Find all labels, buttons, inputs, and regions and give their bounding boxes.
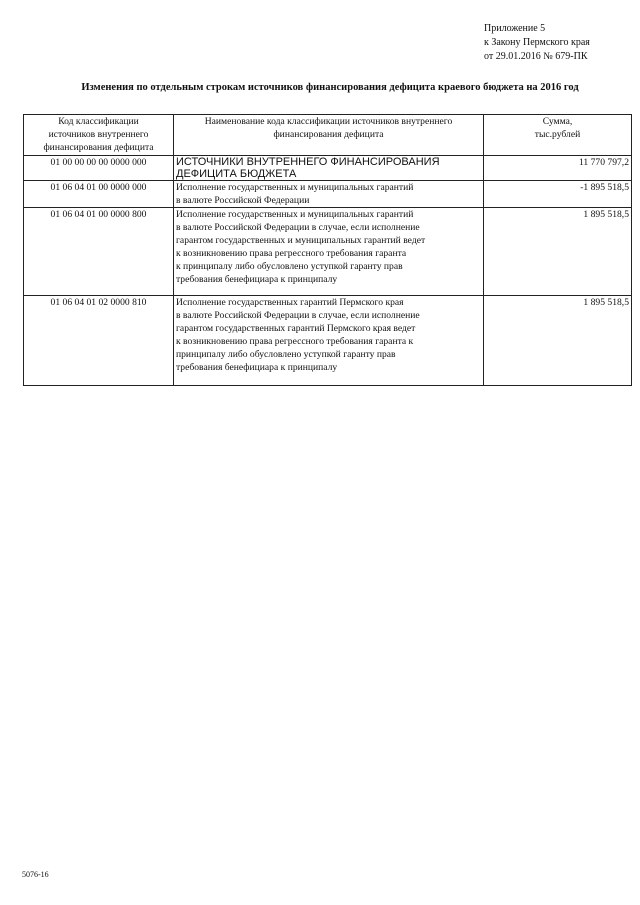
row-name <box>174 181 484 208</box>
table-row <box>24 181 632 208</box>
header-amount <box>484 115 632 156</box>
header-amount-line: тыс.рублей <box>534 129 581 140</box>
row-name-line: Исполнение государственных и муниципальных гарантий <box>176 182 414 193</box>
header-amount-line: Сумма, <box>542 116 573 127</box>
row-code: 01 00 00 00 00 0000 000 <box>24 156 174 181</box>
appendix-date: от 29.01.2016 № 679-ПК <box>484 51 588 62</box>
row-name-line: Исполнение государственных гарантий Пермского края <box>176 297 404 308</box>
row-name-line: в валюте Российской Федерации в случае, если исполнение <box>176 310 420 321</box>
appendix-number: Приложение 5 <box>484 23 546 34</box>
header-name-line: финансирования дефицита <box>273 129 384 140</box>
table-header-row <box>24 115 632 156</box>
appendix-law: к Закону Пермского края <box>484 37 590 48</box>
row-code: 01 06 04 01 00 0000 000 <box>24 181 174 208</box>
header-code-line: Код классификации <box>58 116 139 127</box>
header-name-line: Наименование кода классификации источников внутреннего <box>204 116 453 127</box>
row-name-line: к возникновению права регрессного требования гаранта к <box>176 336 414 347</box>
header-code <box>24 115 174 156</box>
table-row <box>24 296 632 386</box>
row-name-line: к возникновению права регрессного требования гаранта <box>176 248 407 259</box>
row-name-line: ДЕФИЦИТА БЮДЖЕТА <box>176 168 297 180</box>
row-amount: 1 895 518,5 <box>484 208 632 296</box>
row-code: 01 06 04 01 02 0000 810 <box>24 296 174 386</box>
row-amount: 11 770 797,2 <box>484 156 632 181</box>
row-name-line: принципалу либо обусловлено уступкой гаранту прав <box>176 349 396 360</box>
row-name-line: ИСТОЧНИКИ ВНУТРЕННЕГО ФИНАНСИРОВАНИЯ <box>176 156 440 168</box>
table-row <box>24 156 632 181</box>
row-name-line: к принципалу либо обусловлено уступкой гаранту прав <box>176 261 403 272</box>
row-name-line: требования бенефициара к принципалу <box>176 274 338 285</box>
row-name-line: Исполнение государственных и муниципальных гарантий <box>176 209 414 220</box>
appendix-reference <box>484 22 634 64</box>
header-name <box>174 115 484 156</box>
row-name <box>174 156 484 181</box>
document-registration-number: 5076-16 <box>22 870 49 879</box>
row-name-line: в валюте Российской Федерации <box>176 195 310 206</box>
document-title: Изменения по отдельным строкам источников финансирования дефицита краевого бюджета на 2016 год <box>81 82 579 93</box>
financing-sources-table <box>23 114 632 386</box>
row-code: 01 06 04 01 00 0000 800 <box>24 208 174 296</box>
row-amount: 1 895 518,5 <box>484 296 632 386</box>
row-name-line: в валюте Российской Федерации в случае, если исполнение <box>176 222 420 233</box>
row-name-line: гарантом государственных и муниципальных гарантий ведет <box>176 235 426 246</box>
row-name-line: гарантом государственных гарантий Пермского края ведет <box>176 323 416 334</box>
table-row <box>24 208 632 296</box>
header-code-line: источников внутреннего <box>48 129 149 140</box>
row-name <box>174 296 484 386</box>
row-name <box>174 208 484 296</box>
row-amount: -1 895 518,5 <box>484 181 632 208</box>
row-name-line: требования бенефициара к принципалу <box>176 362 338 373</box>
header-code-line: финансирования дефицита <box>43 142 154 153</box>
